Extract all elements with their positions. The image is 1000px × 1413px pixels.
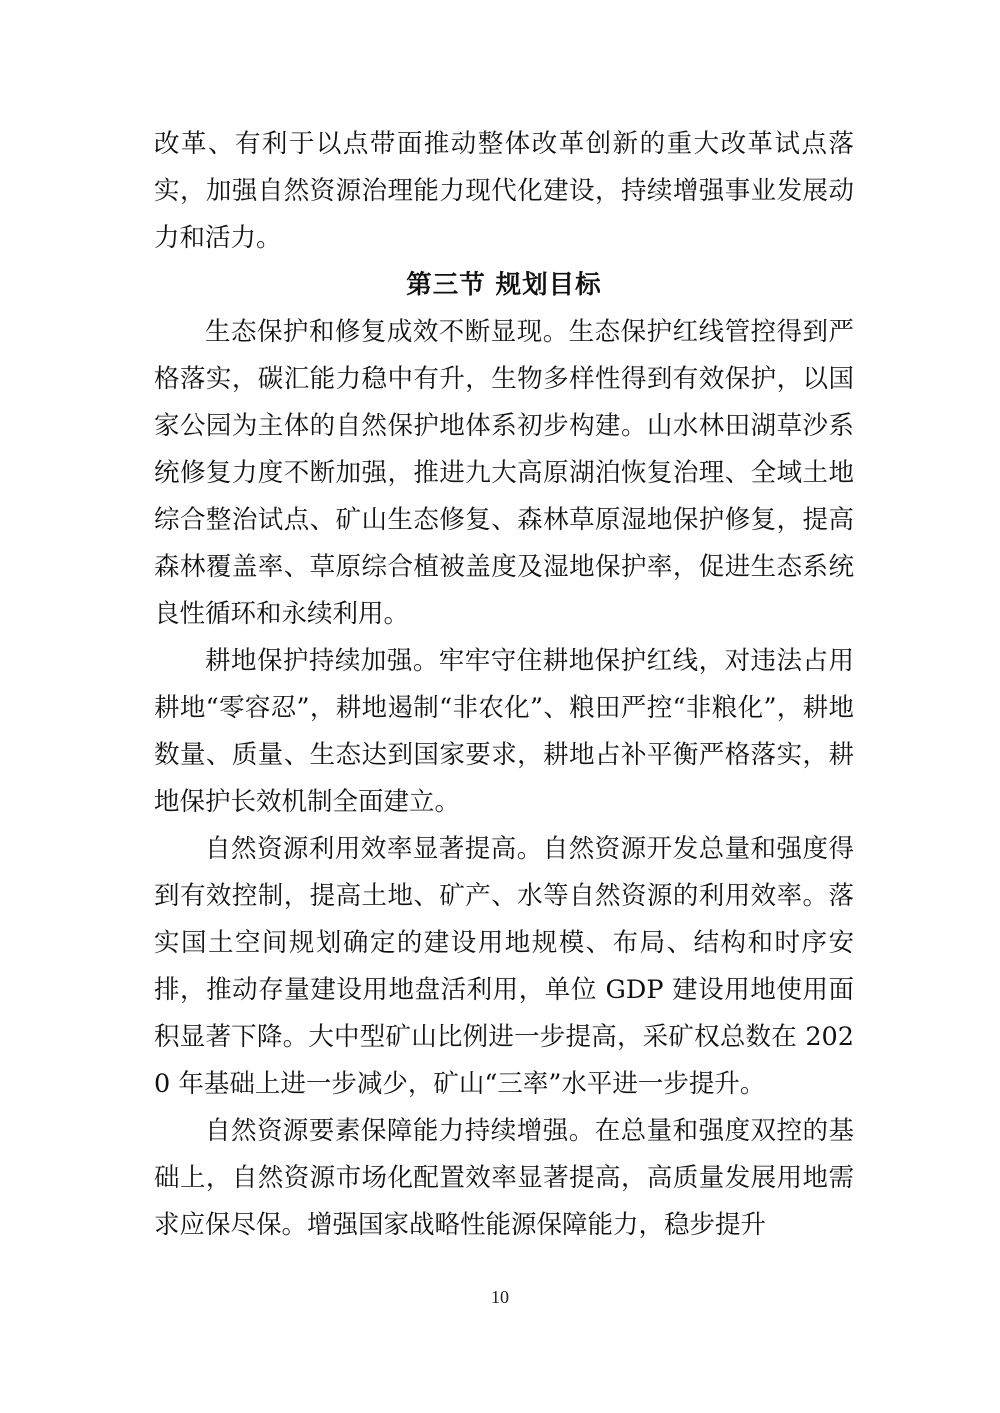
paragraph-efficiency: 自然资源利用效率显著提高。自然资源开发总量和强度得到有效控制，提高土地、矿产、水等自然资源的利用效率。落实国土空间规划确定的建设用地规模、布局、结构和时序安排，推动存量建设用地盘活利用，单位 GDP 建设用地使用面积显著下降。大中型矿山比例进一步提高，采矿权总数在 2020 年基础上进一步减少，矿山“三率”水平进一步提升。 (154, 834, 854, 1099)
section-heading: 第三节 规划目标 (406, 270, 602, 300)
document-body (154, 121, 854, 1249)
paragraph-farmland: 耕地保护持续加强。牢牢守住耕地保护红线，对违法占用耕地“零容忍”，耕地遏制“非农化”、粮田严控“非粮化”，耕地数量、质量、生态达到国家要求，耕地占补平衡严格落实，耕地保护长效机制全面建立。 (154, 646, 854, 817)
paragraph-ecology: 生态保护和修复成效不断显现。生态保护红线管控得到严格落实，碳汇能力稳中有升，生物多样性得到有效保护，以国家公园为主体的自然保护地体系初步构建。山水林田湖草沙系统修复力度不断加强，推进九大高原湖泊恢复治理、全域土地综合整治试点、矿山生态修复、森林草原湿地保护修复，提高森林覆盖率、草原综合植被盖度及湿地保护率，促进生态系统良性循环和永续利用。 (154, 317, 854, 629)
paragraph-continuation: 改革、有利于以点带面推动整体改革创新的重大改革试点落实，加强自然资源治理能力现代化建设，持续增强事业发展动力和活力。 (154, 129, 854, 253)
paragraph-guarantee: 自然资源要素保障能力持续增强。在总量和强度双控的基础上，自然资源市场化配置效率显著提高，高质量发展用地需求应保尽保。增强国家战略性能源保障能力，稳步提升 (154, 1116, 854, 1240)
page-number: 10 (491, 1287, 509, 1307)
